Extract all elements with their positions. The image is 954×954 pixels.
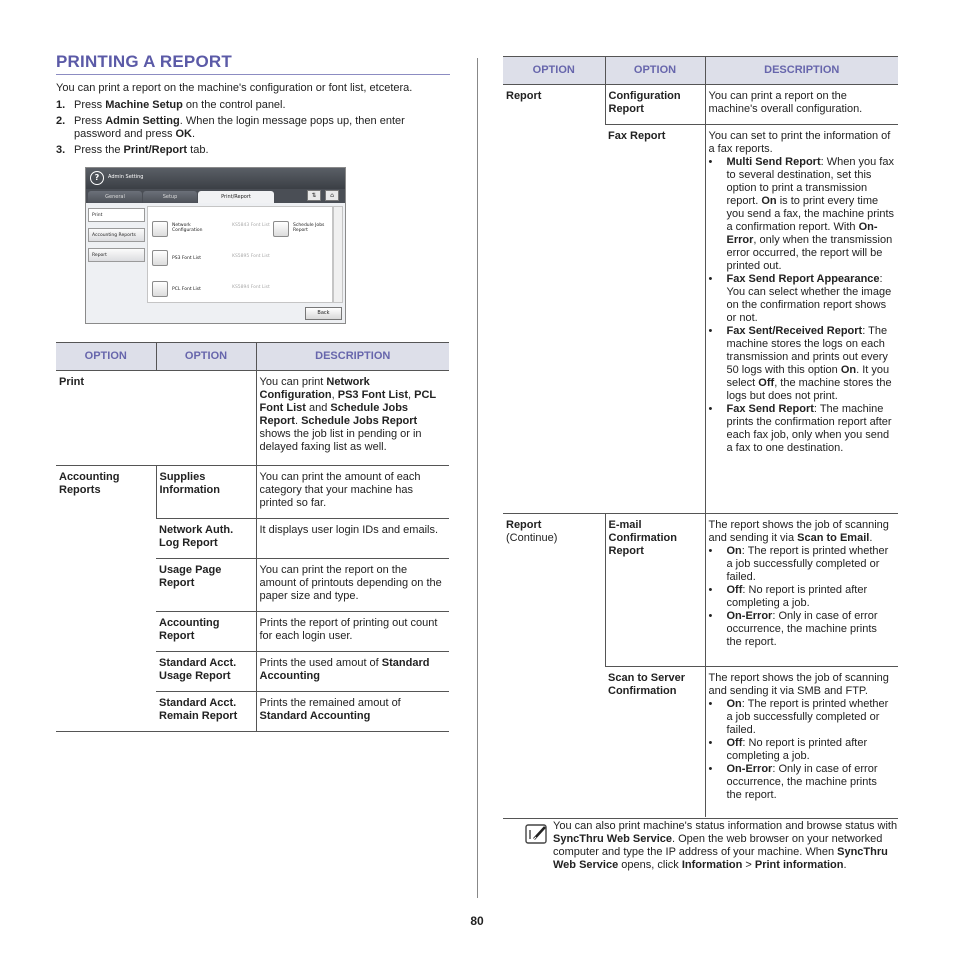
note-box — [503, 818, 898, 872]
back-button[interactable]: Back — [305, 307, 342, 320]
step-text: Press Admin Setting. When the login message pops up, then enter password and press OK. — [74, 115, 405, 140]
header-description: DESCRIPTION — [705, 57, 898, 85]
step-text: Press the Print/Report tab. — [74, 144, 209, 156]
scan-report-options — [709, 698, 896, 802]
intro-text: You can print a report on the machine's configuration or font list, etcetera. — [56, 82, 413, 94]
description-cell: You can print the report on the amount of printouts depending on the paper size and type. — [256, 559, 449, 612]
header-option: OPTION — [503, 57, 605, 85]
description-cell: The report shows the job of scanning and sending it via SMB and FTP. • On: The report is printed whether a job successfully completed or failed. • Off: No report is printed after completing a job. • On-Error: Only in case of error occurrence, the machine prints the report. — [705, 667, 898, 817]
list-item: • On-Error: Only in case of error occurrence, the machine prints the report. — [709, 610, 896, 649]
item-label-disabled: KS5895 Font List — [232, 254, 270, 259]
sub-option-cell: Standard Acct. Usage Report — [156, 652, 256, 692]
list-item: • Fax Send Report Appearance: You can select whether the image on the confirmation report shows or not. — [709, 273, 896, 325]
table-header-row — [56, 343, 449, 371]
list-item: • Multi Send Report: When you fax to several destination, set this option to print a transmission report. On is to print every time you send a fax, the machine prints a confirmation report. With On-Error, only when the transmission error occurred, the report will be printed out. — [709, 156, 896, 273]
admin-setting-screenshot — [85, 167, 346, 324]
item-label: Schedule Jobs Report — [293, 223, 325, 233]
print-options-table — [56, 342, 449, 732]
sub-option-cell: Accounting Report — [156, 612, 256, 652]
screenshot-sidebar — [86, 204, 146, 322]
item-label-disabled: KS5894 Font List — [232, 285, 270, 290]
sub-option-cell: Scan to Server Confirmation — [608, 672, 686, 697]
list-item: • On: The report is printed whether a job successfully completed or failed. — [709, 698, 896, 737]
table-row — [56, 466, 449, 519]
steps-list — [56, 99, 450, 157]
help-icon[interactable]: ? — [90, 171, 104, 185]
ps3-font-list-button[interactable] — [152, 250, 168, 266]
table-header-row — [503, 57, 898, 85]
sub-option-cell: Usage Page Report — [156, 559, 256, 612]
report-options-table — [503, 56, 898, 817]
fax-report-options — [709, 156, 896, 455]
description-cell: Prints the used amout of Standard Accounting — [256, 652, 449, 692]
description-cell: Prints the report of printing out count for each login user. — [256, 612, 449, 652]
page-number: 80 — [470, 914, 484, 928]
job-status-icon[interactable]: ⇅ — [307, 190, 321, 201]
description-cell: You can print a report on the machine's overall configuration. — [705, 85, 898, 125]
left-column — [56, 52, 450, 160]
header-option: OPTION — [156, 343, 256, 371]
item-label: Network Configuration — [172, 223, 203, 233]
description-cell: You can set to print the information of a fax reports. • Multi Send Report: When you fax to several destination, set this option to print a transmission report. On is to print every time you send a fax, the machine prints a confirmation report. With On-Error, only when the transmission error occurred, the report will be printed out. • Fax Send Report Appearance: You can select whether the image on the confirmation report shows or not. • Fax Sent/Received Report: The machine stores the logs on each transmission and prints out every 50 logs with this option On. It you select Off, the machine stores the logs but does not print. • Fax Send Report: The machine prints the confirmation report after each fax job, only when you send a fax to one destination. — [705, 125, 898, 514]
step-text: Press Machine Setup on the control panel. — [74, 99, 286, 111]
description-cell: The report shows the job of scanning and sending it via Scan to Email. • On: The report is printed whether a job successfully completed or failed. • Off: No report is printed after completing a job. • On-Error: Only in case of error occurrence, the machine prints the report. — [705, 514, 898, 667]
pcl-font-list-button[interactable] — [152, 281, 168, 297]
sidebar-item-report[interactable]: Report — [88, 248, 145, 262]
item-label-disabled: KS5843 Font List — [232, 223, 270, 228]
header-description: DESCRIPTION — [256, 343, 449, 371]
option-cell: Report — [503, 85, 605, 514]
screenshot-content — [147, 206, 333, 303]
table-row — [503, 514, 898, 667]
screenshot-title: Admin Setting — [108, 174, 144, 180]
list-item: • Off: No report is printed after completing a job. — [709, 584, 896, 610]
description-cell: It displays user login IDs and emails. — [256, 519, 449, 559]
tab-print-report[interactable]: Print/Report — [198, 191, 274, 203]
note-pencil-icon — [525, 824, 549, 844]
option-cell: Print — [56, 371, 256, 466]
sidebar-item-accounting-reports[interactable]: Accounting Reports — [88, 228, 145, 242]
email-report-options — [709, 545, 896, 649]
sub-option-cell: Network Auth. Log Report — [156, 519, 256, 559]
section-title: PRINTING A REPORT — [56, 52, 450, 75]
screenshot-titlebar — [86, 168, 345, 189]
step-item — [56, 144, 450, 157]
step-number: 2. — [56, 115, 66, 127]
note-text: You can also print machine's status information and browse status with SyncThru Web Service. Open the web browser on your networked computer and type the IP address of your machine. When SyncThru Web Service opens, click Information > Print information. — [553, 820, 898, 871]
step-number: 1. — [56, 99, 66, 111]
tab-setup[interactable]: Setup — [143, 191, 197, 203]
list-item: • Fax Sent/Received Report: The machine stores the logs on each transmission and prints out every 50 logs with this option On. It you select Off, the machine stores the logs but does not print. — [709, 325, 896, 403]
list-item: • On: The report is printed whether a job successfully completed or failed. — [709, 545, 896, 584]
list-item: • Fax Send Report: The machine prints the confirmation report after each fax job, only when you send a fax to one destination. — [709, 403, 896, 455]
table-row — [56, 371, 449, 466]
home-icon[interactable]: ⌂ — [325, 190, 339, 201]
item-label: PCL Font List — [172, 287, 201, 292]
sub-option-cell: Supplies Information — [156, 466, 256, 519]
step-item — [56, 99, 450, 112]
step-number: 3. — [56, 144, 66, 156]
header-option: OPTION — [56, 343, 156, 371]
sub-option-cell: Fax Report — [605, 125, 705, 514]
description-cell: You can print the amount of each category that your machine has printed so far. — [256, 466, 449, 519]
schedule-jobs-report-button[interactable] — [273, 221, 289, 237]
header-option: OPTION — [605, 57, 705, 85]
table-row — [503, 85, 898, 125]
item-label: PS3 Font List — [172, 256, 201, 261]
tab-general[interactable]: General — [88, 191, 142, 203]
screenshot-scrollbar[interactable] — [333, 206, 343, 303]
sub-option-cell: Standard Acct. Remain Report — [156, 692, 256, 732]
sub-option-cell: Configuration Report — [605, 85, 705, 125]
column-divider — [477, 58, 478, 898]
network-configuration-button[interactable] — [152, 221, 168, 237]
description-cell: You can print Network Configuration, PS3 Font List, PCL Font List and Schedule Jobs Report. Schedule Jobs Report shows the job list in pending or in delayed faxing list as well. — [256, 371, 449, 466]
list-item: • Off: No report is printed after completing a job. — [709, 737, 896, 763]
sidebar-item-print[interactable]: Print — [88, 208, 145, 222]
step-item — [56, 115, 450, 141]
description-cell: Prints the remained amout of Standard Accounting — [256, 692, 449, 732]
list-item: • On-Error: Only in case of error occurrence, the machine prints the report. — [709, 763, 896, 802]
option-cell: Report (Continue) — [506, 519, 558, 544]
sub-option-cell: E-mail Confirmation Report — [605, 514, 705, 667]
option-cell: Accounting Reports — [56, 466, 156, 732]
